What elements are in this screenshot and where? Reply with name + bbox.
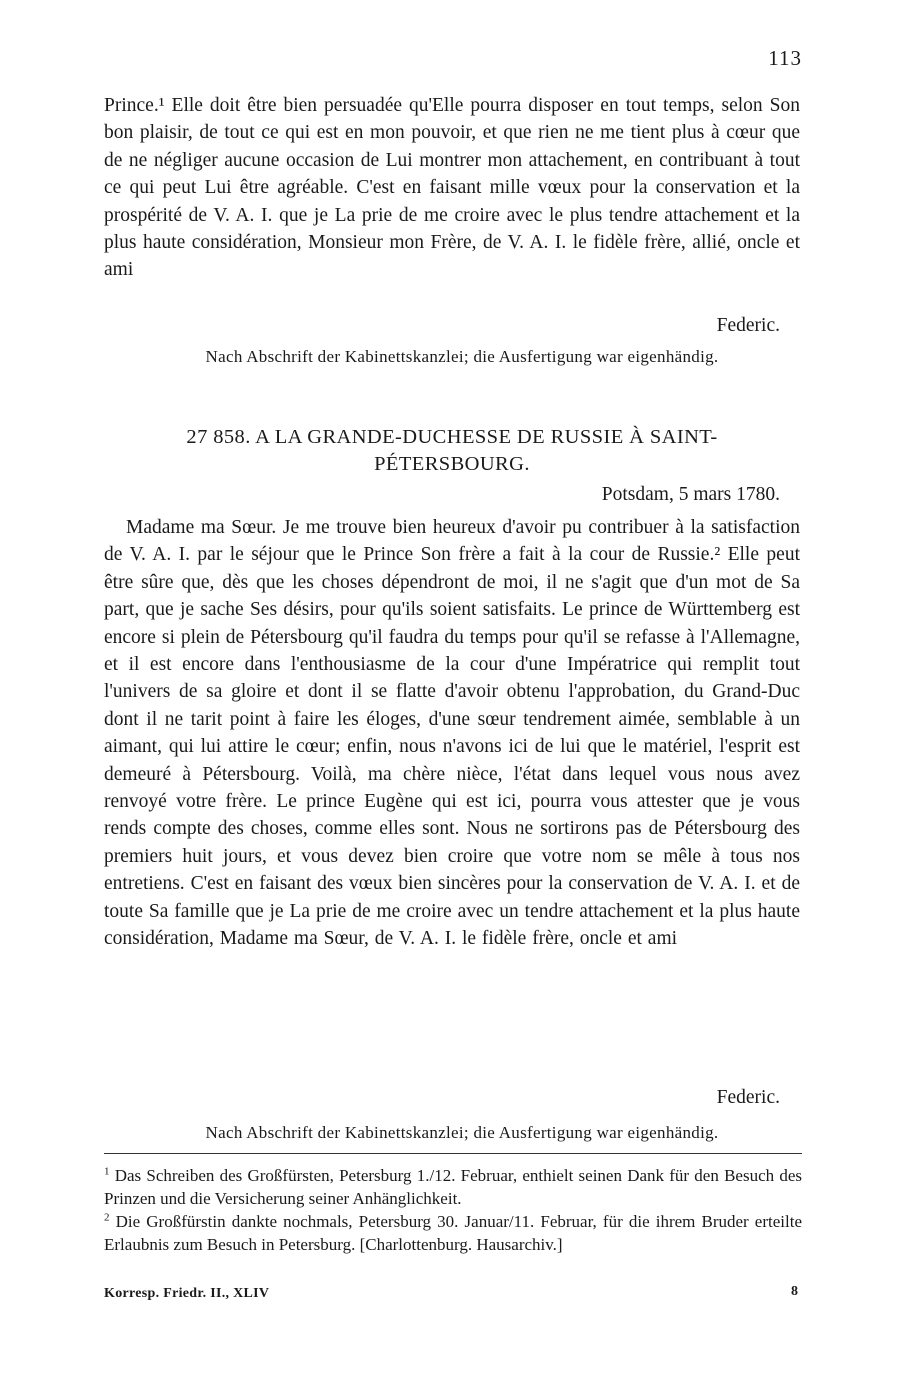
letter-1-signature: Federic. bbox=[716, 315, 780, 336]
footnote-2-mark: 2 bbox=[104, 1211, 110, 1224]
footer-signature-mark: 8 bbox=[791, 1284, 798, 1299]
footnote-1 bbox=[104, 1164, 802, 1210]
footnote-1-text: Das Schreiben des Großfürsten, Petersburg 1./12. Februar, enthielt seinen Dank für den Besuch des Prinzen und die Versicherung seiner Anhänglichkeit. bbox=[104, 1166, 803, 1208]
footnote-2-text: Die Großfürstin dankte nochmals, Petersburg 30. Januar/11. Februar, für die ihrem Bruder erteilte Erlaubnis zum Besuch in Petersburg. [Charlottenburg. Hausarchiv.] bbox=[104, 1212, 803, 1254]
letter-2-source-note: Nach Abschrift der Kabinettskanzlei; die Ausfertigung war eigenhändig. bbox=[205, 1123, 719, 1142]
letter-2-heading bbox=[104, 424, 800, 478]
letter-2-heading-line-1: 27 858. A LA GRANDE-DUCHESSE DE RUSSIE À SAINT- bbox=[186, 426, 718, 448]
document-page bbox=[104, 40, 804, 1370]
footnote-2 bbox=[104, 1210, 802, 1256]
letter-2-place-date: Potsdam, 5 mars 1780. bbox=[601, 484, 780, 505]
letter-1-source-note: Nach Abschrift der Kabinettskanzlei; die Ausfertigung war eigenhändig. bbox=[205, 347, 719, 366]
letter-1-body: Prince.¹ Elle doit être bien persuadée qu'Elle pourra disposer en tout temps, selon Son bon plaisir, de tout ce qui est en mon pouvoir, et que rien ne me tient plus à cœur que de ne négliger aucune occasion de Lui montrer mon attachement, en contribuant à tout ce qui peut Lui être agréable. C'est en faisant mille vœux pour la conservation et la prospérité de V. A. I. que je La prie de me croire avec le plus tendre attachement et la plus haute considération, Monsieur mon Frère, de V. A. I. le fidèle frère, allié, oncle et ami bbox=[104, 95, 800, 281]
letter-2-signature: Federic. bbox=[716, 1087, 780, 1108]
page-number: 113 bbox=[768, 46, 802, 70]
footer-citation: Korresp. Friedr. II., XLIV bbox=[104, 1286, 270, 1301]
footnote-rule bbox=[104, 1153, 802, 1154]
letter-2-heading-line-2: PÉTERSBOURG. bbox=[374, 453, 530, 475]
letter-2-body: Madame ma Sœur. Je me trouve bien heureux d'avoir pu contribuer à la satisfaction de V. A. I. par le séjour que le Prince Son frère a fait à la cour de Russie.² Elle peut être sûre que, dès que les choses dépendront de moi, il ne s'agit que d'un mot de Sa part, que je sache Ses désirs, pour qu'ils soient satisfaits. Le prince de Württemberg est encore si plein de Pétersbourg qu'il faudra du temps pour qu'il se refasse à l'Allemagne, et il est encore dans l'enthousiasme de la cour d'une Impératrice qui remplit tout l'univers de sa gloire et dont il se flatte d'avoir obtenu l'approbation, du Grand-Duc dont il ne tarit point à faire les éloges, d'une sœur tendrement aimée, semblable à un aimant, qui lui attire le cœur; enfin, nous n'avons ici de lui que le matériel, l'esprit est demeuré à Pétersbourg. Voilà, ma chère nièce, l'état dans lequel vous nous avez renvoyé votre frère. Le prince Eugène qui est ici, pourra vous attester que je vous rends compte des choses, comme elles sont. Nous ne sortirons pas de Pétersbourg des premiers huit jours, et vous devez bien croire que votre nom se mêle à tous nos entretiens. C'est en faisant des vœux bien sincères pour la conservation de V. A. I. et de toute Sa famille que je La prie de me croire avec un tendre attachement et la plus haute considération, Madame ma Sœur, de V. A. I. le fidèle frère, oncle et ami bbox=[104, 517, 800, 950]
footnote-1-mark: 1 bbox=[104, 1165, 110, 1178]
footnotes bbox=[104, 1164, 802, 1256]
